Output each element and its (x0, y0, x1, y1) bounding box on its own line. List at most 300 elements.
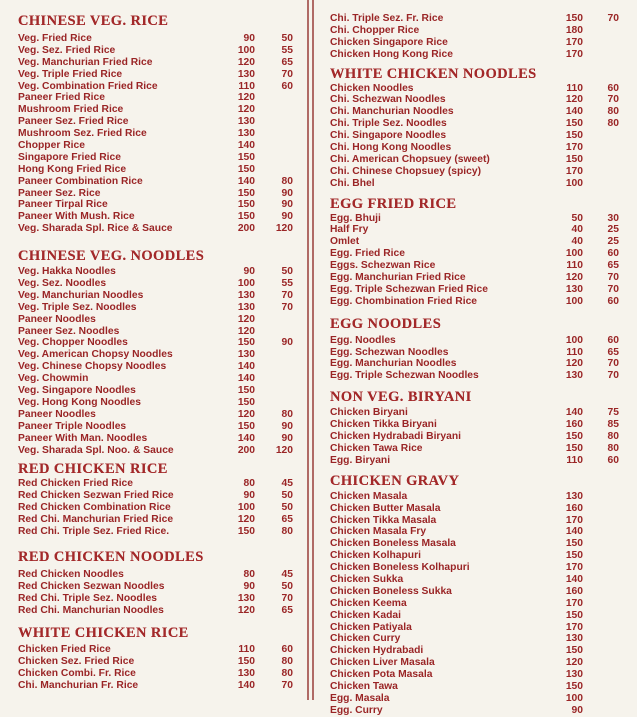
item-name: Veg. Manchurian Noodles (18, 289, 144, 301)
item-price-full: 150 (237, 396, 255, 408)
menu-item (322, 236, 637, 248)
item-price-full: 130 (237, 592, 255, 604)
item-price-half: 70 (607, 283, 619, 295)
item-name: Veg. Chowmin (18, 373, 89, 385)
item-price-full: 120 (237, 604, 255, 616)
item-price-full: 140 (237, 361, 255, 373)
item-name: Veg. Sez. Noodles (18, 278, 107, 290)
item-price-half: 65 (281, 56, 293, 68)
item-price-half: 120 (275, 444, 293, 456)
item-name: Chicken Patiyala (330, 621, 412, 633)
menu-item (0, 152, 303, 164)
item-price-full: 150 (237, 525, 255, 537)
menu-item (322, 407, 637, 419)
item-price-half: 70 (607, 370, 619, 382)
item-name: Chicken Biryani (330, 407, 408, 419)
item-name: Red Chi. Triple Sez. Fried Rice. (18, 525, 170, 537)
menu-item (0, 326, 303, 338)
menu-item (0, 45, 303, 57)
item-price-full: 110 (566, 346, 583, 358)
item-price-full: 130 (237, 349, 255, 361)
item-price-full: 140 (565, 407, 583, 419)
item-price-full: 120 (237, 56, 255, 68)
item-name: Veg. Sharada Spl. Noo. & Sauce (18, 444, 174, 456)
menu-item (0, 644, 303, 656)
menu-item (0, 445, 303, 457)
menu-item (322, 586, 637, 598)
item-price-half: 70 (607, 94, 619, 106)
item-price-half: 90 (281, 420, 293, 432)
item-name: Paneer Fried Rice (18, 92, 105, 104)
menu-list (322, 13, 637, 61)
item-name: Egg. Manchurian Noodles (330, 358, 457, 370)
item-name: Veg. Hakka Noodles (18, 266, 116, 278)
item-name: Egg. Masala (330, 692, 390, 704)
item-name: Red Chi. Manchurian Noodles (18, 604, 164, 616)
menu-item (0, 223, 303, 235)
menu-item (322, 443, 637, 455)
menu-list (322, 407, 637, 466)
item-name: Chicken Masala (330, 490, 408, 502)
item-price-full: 120 (565, 272, 583, 284)
item-price-full: 170 (565, 621, 583, 633)
item-name: Veg. Fried Rice (18, 33, 92, 44)
item-name: Veg. Triple Fried Rice (18, 68, 123, 80)
menu-item (0, 478, 303, 490)
menu-item (322, 693, 637, 705)
menu-item (322, 622, 637, 634)
item-name: Veg. Chopper Noodles (18, 337, 128, 349)
menu-list (322, 213, 637, 308)
item-price-half: 70 (281, 592, 293, 604)
menu-item (322, 25, 637, 37)
item-price-full: 150 (237, 337, 255, 349)
item-price-full: 110 (238, 80, 255, 92)
menu-item (322, 431, 637, 443)
item-price-half: 80 (281, 408, 293, 420)
section-chinese-veg-rice (0, 0, 303, 235)
item-name: Veg. Hong Kong Noodles (18, 396, 141, 408)
item-name: Egg. Fried Rice (330, 248, 405, 260)
item-price-full: 170 (565, 48, 583, 60)
item-price-full: 140 (565, 573, 583, 585)
item-price-full: 100 (565, 692, 583, 704)
item-name: Chicken Tawa (330, 680, 398, 692)
item-name: Paneer Noodles (18, 313, 96, 325)
item-price-full: 170 (565, 36, 583, 48)
menu-item (0, 581, 303, 593)
menu-item (322, 83, 637, 95)
section-chicken-gravy (322, 467, 637, 717)
item-price-full: 120 (237, 325, 255, 337)
item-price-half: 80 (607, 118, 619, 130)
item-name: Mushroom Sez. Fried Rice (18, 128, 147, 140)
item-price-half: 80 (607, 442, 619, 454)
menu-item (322, 260, 637, 272)
column-divider-right (312, 0, 314, 700)
item-price-half: 60 (607, 82, 619, 94)
menu-list (322, 491, 637, 717)
menu-item (0, 140, 303, 152)
item-name: Paneer Sez. Fried Rice (18, 116, 129, 128)
item-price-full: 170 (565, 165, 583, 177)
item-price-full: 150 (565, 153, 583, 165)
item-price-full: 160 (565, 585, 583, 597)
menu-item (0, 668, 303, 680)
item-price-full: 200 (237, 444, 255, 456)
item-price-full: 90 (571, 704, 583, 716)
menu-item (0, 278, 303, 290)
item-name: Egg. Schezwan Noodles (330, 346, 449, 358)
item-name: Chicken Hong Kong Rice (330, 48, 453, 60)
section-title: NON VEG. BIRYANI (330, 389, 472, 406)
item-price-full: 150 (565, 118, 583, 130)
item-price-half: 80 (607, 106, 619, 118)
item-price-half: 70 (281, 68, 293, 80)
item-price-full: 150 (237, 151, 255, 163)
item-name: Chicken Kolhapuri (330, 550, 421, 562)
menu-item (322, 681, 637, 693)
item-price-full: 150 (565, 442, 583, 454)
item-name: Chi. Chinese Chopsuey (spicy) (330, 165, 482, 177)
item-price-full: 150 (237, 187, 255, 199)
item-name: Paneer Triple Noodles (18, 420, 127, 432)
menu-item (322, 130, 637, 142)
item-price-half: 70 (607, 358, 619, 370)
item-price-half: 90 (281, 187, 293, 199)
item-price-half: 65 (607, 260, 619, 272)
menu-item (0, 33, 303, 45)
item-price-half: 65 (607, 346, 619, 358)
item-price-full: 120 (565, 358, 583, 370)
menu-item (322, 610, 637, 622)
item-price-half: 70 (607, 272, 619, 284)
item-name: Egg. Curry (330, 704, 383, 716)
menu-item (322, 106, 637, 118)
item-price-full: 150 (237, 385, 255, 397)
item-price-half: 55 (281, 44, 293, 56)
menu-item (322, 419, 637, 431)
item-name: Chi. Schezwan Noodles (330, 94, 446, 106)
item-price-full: 130 (237, 68, 255, 80)
item-name: Veg. Manchurian Fried Rice (18, 56, 153, 68)
item-name: Red Chicken Noodles (18, 568, 124, 580)
menu-list (0, 266, 303, 456)
item-name: Chicken Keema (330, 597, 407, 609)
item-price-full: 120 (237, 408, 255, 420)
item-price-full: 170 (565, 142, 583, 154)
menu-item (0, 593, 303, 605)
item-price-full: 140 (237, 373, 255, 385)
item-price-half: 50 (281, 502, 293, 514)
item-price-full: 90 (243, 266, 255, 278)
item-price-full: 120 (237, 104, 255, 116)
item-name: Chi. Manchurian Noodles (330, 106, 454, 118)
menu-item (322, 166, 637, 178)
item-price-half: 45 (281, 478, 293, 490)
menu-list (322, 335, 637, 383)
item-price-full: 100 (565, 177, 583, 189)
item-price-half: 70 (607, 13, 619, 24)
item-name: Chi. Triple Sez. Fr. Rice (330, 13, 444, 24)
menu-item (0, 490, 303, 502)
item-price-full: 40 (571, 224, 583, 236)
item-name: Red Chicken Combination Rice (18, 502, 171, 514)
item-price-full: 140 (565, 106, 583, 118)
item-price-full: 110 (566, 454, 583, 466)
item-name: Chi. Singapore Noodles (330, 130, 447, 142)
item-name: Chicken Hydrabadi Biryani (330, 431, 462, 443)
item-name: Veg. Singapore Noodles (18, 385, 136, 397)
item-price-full: 100 (565, 334, 583, 346)
section-title: WHITE CHICKEN RICE (18, 625, 189, 642)
item-name: Mushroom Fried Rice (18, 104, 124, 116)
item-price-full: 110 (566, 260, 583, 272)
item-price-full: 150 (565, 550, 583, 562)
column-divider-left (307, 0, 309, 700)
section-title: EGG FRIED RICE (330, 195, 457, 212)
item-name: Chicken Boneless Masala (330, 538, 456, 550)
item-price-half: 70 (281, 301, 293, 313)
item-price-full: 130 (565, 370, 583, 382)
item-price-full: 140 (565, 526, 583, 538)
menu-item (0, 164, 303, 176)
item-price-full: 120 (237, 313, 255, 325)
item-name: Chicken Singapore Rice (330, 36, 448, 48)
item-name: Chicken Tikka Biryani (330, 419, 437, 431)
item-price-half: 120 (275, 223, 293, 235)
item-name: Chicken Liver Masala (330, 657, 435, 669)
menu-list (0, 569, 303, 617)
item-name: Chicken Kadai (330, 609, 401, 621)
item-name: Red Chi. Triple Sez. Noodles (18, 592, 158, 604)
item-name: Egg. Bhuji (330, 212, 381, 224)
menu-item (0, 92, 303, 104)
menu-item (322, 224, 637, 236)
item-name: Red Chi. Manchurian Fried Rice (18, 514, 174, 526)
menu-item (322, 142, 637, 154)
item-name: Paneer Combination Rice (18, 175, 143, 187)
menu-item (322, 154, 637, 166)
menu-item (0, 57, 303, 69)
item-price-full: 50 (571, 212, 583, 224)
menu-item (0, 104, 303, 116)
menu-item (322, 669, 637, 681)
menu-item (0, 349, 303, 361)
item-name: Veg. Sharada Spl. Rice & Sauce (18, 223, 173, 235)
item-name: Singapore Fried Rice (18, 151, 121, 163)
item-name: Paneer Sez. Noodles (18, 325, 120, 337)
item-name: Veg. Combination Fried Rice (18, 80, 158, 92)
item-name: Chicken Noodles (330, 82, 414, 94)
menu-item (0, 302, 303, 314)
item-name: Chicken Butter Masala (330, 502, 441, 514)
section-title: WHITE CHICKEN NOODLES (330, 65, 537, 82)
item-price-half: 60 (607, 454, 619, 466)
menu-item (322, 645, 637, 657)
item-price-half: 80 (607, 431, 619, 443)
item-name: Chicken Hydrabadi (330, 645, 424, 657)
menu-item (322, 13, 637, 25)
item-price-full: 130 (565, 633, 583, 645)
item-name: Egg. Noodles (330, 334, 396, 346)
item-price-half: 25 (607, 236, 619, 248)
item-price-full: 120 (565, 94, 583, 106)
menu-item (322, 526, 637, 538)
item-price-full: 160 (565, 419, 583, 431)
item-price-half: 60 (607, 334, 619, 346)
menu-item (322, 335, 637, 347)
item-price-full: 90 (243, 580, 255, 592)
menu-item (322, 248, 637, 260)
menu-item (0, 81, 303, 93)
item-price-full: 150 (237, 211, 255, 223)
menu-item (322, 574, 637, 586)
menu-item (0, 526, 303, 538)
item-price-full: 100 (565, 248, 583, 260)
section-title: RED CHICKEN RICE (18, 461, 168, 478)
item-name: Egg. Manchurian Fried Rice (330, 272, 466, 284)
item-price-half: 65 (281, 604, 293, 616)
item-price-full: 150 (237, 199, 255, 211)
item-price-half: 60 (607, 295, 619, 307)
item-price-full: 140 (237, 175, 255, 187)
menu-column-right (322, 0, 637, 716)
item-price-half: 60 (281, 644, 293, 656)
menu-item (322, 358, 637, 370)
menu-item (0, 176, 303, 188)
menu-item (0, 656, 303, 668)
section-white-chicken-rice-continued (322, 0, 637, 61)
section-title: RED CHICKEN NOODLES (18, 548, 204, 565)
item-price-full: 80 (243, 478, 255, 490)
menu-item (0, 569, 303, 581)
item-name: Chi. Triple Sez. Noodles (330, 118, 447, 130)
item-price-half: 85 (607, 419, 619, 431)
menu-item (0, 337, 303, 349)
menu-column-left (0, 0, 303, 700)
item-price-full: 150 (565, 130, 583, 142)
item-price-full: 80 (243, 568, 255, 580)
item-price-half: 45 (281, 568, 293, 580)
section-red-chicken-rice (0, 456, 303, 537)
item-name: Paneer Noodles (18, 408, 96, 420)
item-price-full: 90 (243, 33, 255, 44)
menu-item (322, 503, 637, 515)
item-name: Chopper Rice (18, 140, 85, 152)
item-price-full: 130 (237, 301, 255, 313)
menu-item (322, 538, 637, 550)
item-price-full: 150 (237, 163, 255, 175)
menu-item (322, 705, 637, 717)
item-price-full: 150 (565, 680, 583, 692)
item-price-half: 90 (281, 199, 293, 211)
item-price-full: 170 (565, 514, 583, 526)
item-name: Chicken Fried Rice (18, 644, 111, 656)
item-name: Chi. Manchurian Fr. Rice (18, 680, 139, 692)
item-name: Chicken Tawa Rice (330, 442, 423, 454)
menu-item (322, 455, 637, 467)
menu-item (322, 178, 637, 190)
item-name: Half Fry (330, 224, 369, 236)
item-price-full: 150 (565, 645, 583, 657)
menu-item (322, 118, 637, 130)
item-price-full: 150 (565, 13, 583, 24)
menu-list (0, 33, 303, 235)
item-name: Veg. Chinese Chopsy Noodles (18, 361, 167, 373)
item-price-half: 60 (607, 248, 619, 260)
item-name: Veg. Triple Sez. Noodles (18, 301, 137, 313)
menu-item (0, 266, 303, 278)
menu-item (0, 409, 303, 421)
menu-item (322, 598, 637, 610)
menu-item (0, 373, 303, 385)
menu-item (0, 397, 303, 409)
item-price-full: 140 (237, 140, 255, 152)
item-price-half: 75 (607, 407, 619, 419)
menu-item (0, 421, 303, 433)
item-name: Veg. American Chopsy Noodles (18, 349, 173, 361)
menu-item (322, 284, 637, 296)
menu-item (0, 514, 303, 526)
item-name: Paneer Tirpal Rice (18, 199, 108, 211)
item-price-half: 50 (281, 490, 293, 502)
item-name: Eggs. Schezwan Rice (330, 260, 436, 272)
item-price-full: 150 (237, 656, 255, 668)
menu-item (322, 213, 637, 225)
menu-item (0, 188, 303, 200)
menu-item (0, 314, 303, 326)
menu-item (322, 296, 637, 308)
section-chinese-veg-noodles (0, 235, 303, 456)
item-price-full: 150 (565, 431, 583, 443)
item-price-half: 65 (281, 514, 293, 526)
item-name: Hong Kong Fried Rice (18, 163, 127, 175)
menu-item (0, 199, 303, 211)
item-price-full: 120 (237, 92, 255, 104)
section-red-chicken-noodles (0, 538, 303, 617)
menu-item (322, 515, 637, 527)
item-name: Chi. American Chopsuey (sweet) (330, 153, 490, 165)
item-price-full: 160 (565, 502, 583, 514)
menu-item (322, 657, 637, 669)
menu-item (0, 290, 303, 302)
item-name: Chicken Pota Masala (330, 669, 433, 681)
item-price-full: 110 (566, 82, 583, 94)
section-white-chicken-rice (0, 616, 303, 692)
item-price-full: 200 (237, 223, 255, 235)
item-name: Chicken Sukka (330, 573, 404, 585)
section-title: CHINESE VEG. RICE (18, 13, 169, 29)
item-price-full: 100 (237, 44, 255, 56)
item-price-full: 130 (237, 116, 255, 128)
item-price-half: 90 (281, 211, 293, 223)
item-name: Chicken Curry (330, 633, 401, 645)
item-price-full: 100 (237, 278, 255, 290)
menu-item (0, 502, 303, 514)
item-price-full: 130 (237, 289, 255, 301)
item-price-half: 25 (607, 224, 619, 236)
item-price-full: 100 (565, 295, 583, 307)
item-name: Paneer Sez. Rice (18, 187, 101, 199)
section-egg-fried-rice (322, 190, 637, 308)
section-title: CHINESE VEG. NOODLES (18, 248, 205, 265)
section-non-veg-biryani (322, 382, 637, 466)
item-price-half: 80 (281, 668, 293, 680)
section-title: EGG NOODLES (330, 315, 442, 332)
item-price-half: 80 (281, 525, 293, 537)
item-name: Paneer With Man. Noodles (18, 432, 148, 444)
